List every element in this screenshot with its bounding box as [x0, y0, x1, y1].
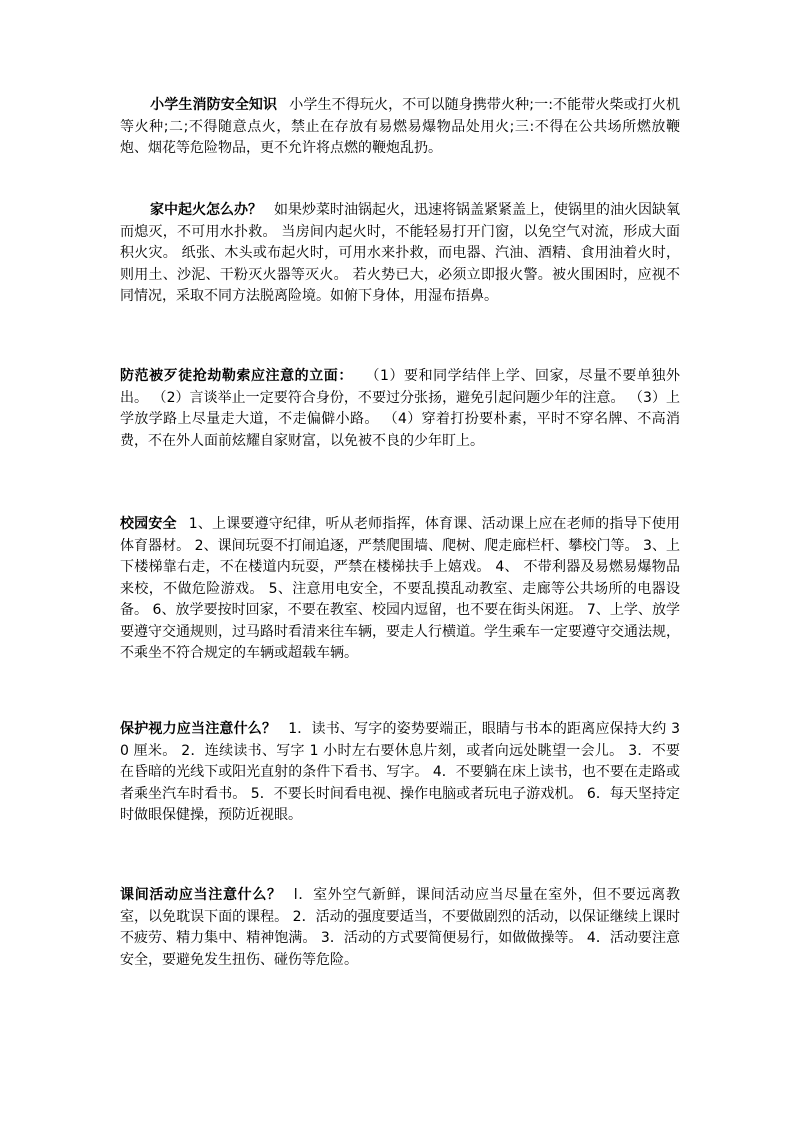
- section-text: （1）要和同学结伴上学、回家，尽量不要单独外出。 （2）言谈举止一定要符合身份，不要过分张扬，避免引起问题少年的注意。 （3）上学放学路上尽量走大道，不走偏僻小路。 （4）穿着打扮要朴素，平时不穿名牌、不高消费，不在外人面前炫耀自家财富，以免被不良的少年盯上。: [120, 368, 681, 449]
- section-heading: 课间活动应当注意什么？: [120, 887, 282, 903]
- section-heading: 保护视力应当注意什么？: [120, 721, 277, 737]
- section-recess-activities: [120, 885, 680, 971]
- section-eyesight: [120, 719, 680, 827]
- section-campus-safety: [120, 514, 680, 665]
- section-home-fire: [120, 200, 680, 308]
- section-heading: 防范被歹徒抢劫勒索应注意的立面：: [120, 368, 353, 384]
- section-text: 1．读书、写字的姿势要端正，眼睛与书本的距离应保持大约 30 厘米。 2．连续读书、写字 1 小时左右要休息片刻，或者向远处眺望一会儿。 3．不要在昏暗的光线下或阳光直射的条件下看书、写字。 4．不要躺在床上读书，也不要在走路或者乘坐汽车时看书。 5．不要长时间看电视、操作电脑或者玩电子游戏机。 6．每天坚持定时做眼保健操，预防近视眼。: [120, 721, 681, 823]
- section-fire-safety: [120, 95, 680, 160]
- section-robbery-prevention: [120, 366, 680, 452]
- section-text: 1、上课要遵守纪律，听从老师指挥，体育课、活动课上应在老师的指导下使用体育器材。 2、课间玩耍不打闹追逐，严禁爬围墙、爬树、爬走廊栏杆、攀校门等。 3、上下楼梯靠右走，不在楼道内玩耍，严禁在楼梯扶手上嬉戏。 4、 不带利器及易燃易爆物品来校，不做危险游戏。 5、注意用电安全，不要乱摸乱动教室、走廊等公共场所的电器设备。 6、放学要按时回家，不要在教室、校园内逗留，也不要在街头闲逛。 7、上学、放学要遵守交通规则，过马路时看清来往车辆，要走人行横道。学生乘车一定要遵守交通法规，不乘坐不符合规定的车辆或超载车辆。: [120, 516, 681, 661]
- section-heading: 校园安全: [120, 516, 177, 532]
- section-heading: 小学生消防安全知识: [150, 97, 278, 113]
- section-heading: 家中起火怎么办？: [150, 202, 262, 218]
- section-text: l．室外空气新鲜，课间活动应当尽量在室外，但不要远离教室，以免耽误下面的课程。 2．活动的强度要适当，不要做剧烈的活动，以保证继续上课时不疲劳、精力集中、精神饱满。 3．活动的方式要简便易行，如做做操等。 4．活动要注意安全，要避免发生扭伤、碰伤等危险。: [120, 887, 681, 968]
- section-text: 小学生不得玩火，不可以随身携带火种;一:不能带火柴或打火机等火种;二;不得随意点火，禁止在存放有易燃易爆物品处用火;三:不得在公共场所燃放鞭炮、烟花等危险物品，更不允许将点燃的鞭炮乱扔。: [120, 97, 680, 156]
- section-text: 如果炒菜时油锅起火，迅速将锅盖紧紧盖上，使锅里的油火因缺氧而熄灭，不可用水扑救。 当房间内起火时，不能轻易打开门窗，以免空气对流，形成大面积火灾。 纸张、木头或布起火时，可用水来扑救，而电器、汽油、酒精、食用油着火时，则用土、沙泥、干粉灭火器等灭火。 若火势已大，必须立即报火警。被火围困时，应视不同情况，采取不同方法脱离险境。如俯下身体，用湿布捂鼻。: [120, 202, 680, 304]
